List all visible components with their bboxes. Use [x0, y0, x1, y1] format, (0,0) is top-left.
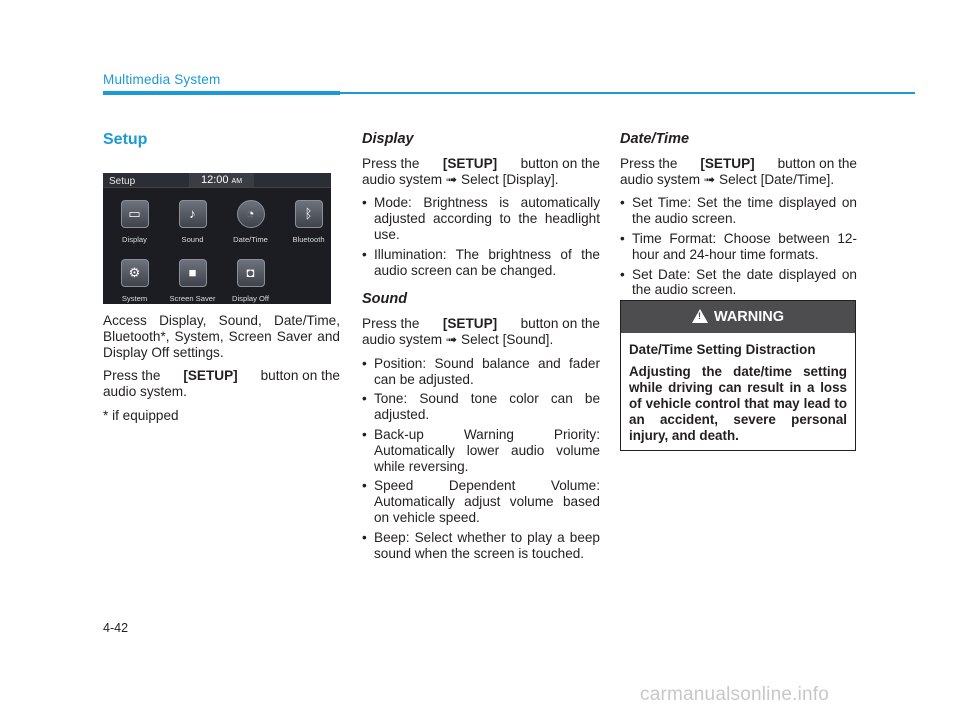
sound-options-list: [362, 356, 600, 562]
press-tail: audio system ➟ Select [Display].: [362, 171, 559, 187]
screen-clock: [189, 173, 254, 187]
tile-display: [107, 191, 162, 246]
header-rule: [340, 92, 915, 94]
tile-display-off: [223, 250, 278, 304]
setup-screen-image: [103, 173, 331, 304]
press-prefix: Press the: [362, 155, 420, 171]
tile-label: Screen Saver: [169, 294, 216, 303]
page-number: 4-42: [103, 621, 129, 635]
clock-icon: ◔: [237, 200, 265, 228]
watermark: carmanualsonline.info: [640, 684, 830, 705]
tile-datetime: [223, 191, 278, 246]
header-rule-accent: [103, 91, 340, 95]
tile-label: Bluetooth: [292, 235, 325, 244]
display-options-list: [362, 195, 600, 278]
press-tail: audio system ➟ Select [Date/Time].: [620, 171, 835, 187]
list-item: • Speed Dependent Volume: Automatically adjust volume based on vehicle speed.: [362, 478, 600, 525]
screen-status-bar: [103, 173, 331, 188]
setup-key: [SETUP]: [183, 368, 238, 384]
press-prefix: Press the: [620, 155, 678, 171]
tile-label: Display: [122, 235, 147, 244]
warning-label: WARNING: [713, 309, 785, 325]
display-off-icon: ◘: [237, 259, 265, 287]
list-item: • Set Time: Set the time displayed on the audio screen.: [620, 195, 857, 227]
press-prefix: Press the: [103, 368, 161, 384]
screen-saver-icon: ■: [179, 259, 207, 287]
setup-description: Access Display, Sound, Date/Time, Bluetooth*, System, Screen Saver and Display Off settings.: [103, 313, 340, 360]
setup-key: [SETUP]: [700, 155, 755, 171]
tile-label: Date/Time: [233, 235, 268, 244]
tile-system: [107, 250, 162, 304]
footnote: * if equipped: [103, 407, 179, 423]
tile-label: Display Off: [232, 294, 269, 303]
section-header-title: Multimedia System: [103, 72, 221, 87]
bluetooth-icon: ᛒ: [295, 200, 323, 228]
display-heading: Display: [362, 131, 414, 147]
display-sound-column: [362, 130, 600, 565]
list-item: • Set Date: Set the date displayed on the audio screen.: [620, 267, 857, 299]
list-item: • Tone: Sound tone color can be adjusted.: [362, 391, 600, 423]
press-prefix: Press the: [362, 316, 420, 332]
display-icon: ▭: [121, 200, 149, 228]
tile-label: Sound: [181, 235, 204, 244]
list-item: • Beep: Select whether to play a beep sound when the screen is touched.: [362, 530, 600, 562]
press-suffix: button on the: [260, 368, 340, 384]
setup-key: [SETUP]: [442, 316, 498, 332]
list-item: • Mode: Brightness is automatically adjusted according to the headlight use.: [362, 195, 600, 242]
press-tail: audio system.: [103, 384, 187, 400]
datetime-options-list: [620, 195, 857, 298]
list-item: • Illumination: The brightness of the audio screen can be changed.: [362, 247, 600, 279]
sound-press-instruction: [362, 316, 600, 348]
press-suffix: button on the: [520, 155, 600, 171]
tile-bluetooth: [281, 191, 331, 246]
screen-title: Setup: [109, 176, 136, 187]
screen-clock-ampm: AM: [231, 178, 243, 185]
gear-icon: ⚙: [121, 259, 149, 287]
press-suffix: button on the: [777, 155, 857, 171]
screen-clock-time: 12:00: [200, 174, 229, 186]
setup-key: [SETUP]: [442, 155, 498, 171]
setup-column: [103, 130, 340, 432]
tile-sound: [165, 191, 220, 246]
datetime-heading: Date/Time: [620, 131, 690, 147]
warning-text: Adjusting the date/time setting while driving can result in a loss of vehicle control that may lead to an accident, severe personal injury, and death.: [629, 364, 847, 443]
setup-heading: Setup: [103, 131, 148, 148]
press-tail: audio system ➟ Select [Sound].: [362, 331, 554, 347]
list-item: • Back-up Warning Priority: Automatically lower audio volume while reversing.: [362, 427, 600, 474]
warning-title: Date/Time Setting Distraction: [629, 342, 816, 357]
setup-press-instruction: [103, 368, 340, 400]
warning-body: [621, 333, 855, 444]
sound-heading: Sound: [362, 291, 408, 308]
list-item: • Position: Sound balance and fader can be adjusted.: [362, 356, 600, 388]
press-suffix: button on the: [520, 316, 600, 332]
sound-icon: ♪: [179, 200, 207, 228]
warning-header: [621, 301, 855, 333]
datetime-press-instruction: [620, 156, 857, 188]
tile-screen-saver: [165, 250, 220, 304]
display-press-instruction: [362, 156, 600, 188]
warning-box: [620, 300, 856, 451]
list-item: • Time Format: Choose between 12-hour and 24-hour time formats.: [620, 231, 857, 263]
datetime-column: [620, 130, 857, 302]
tile-label: System: [121, 294, 148, 303]
warning-triangle-icon: !: [692, 309, 708, 323]
